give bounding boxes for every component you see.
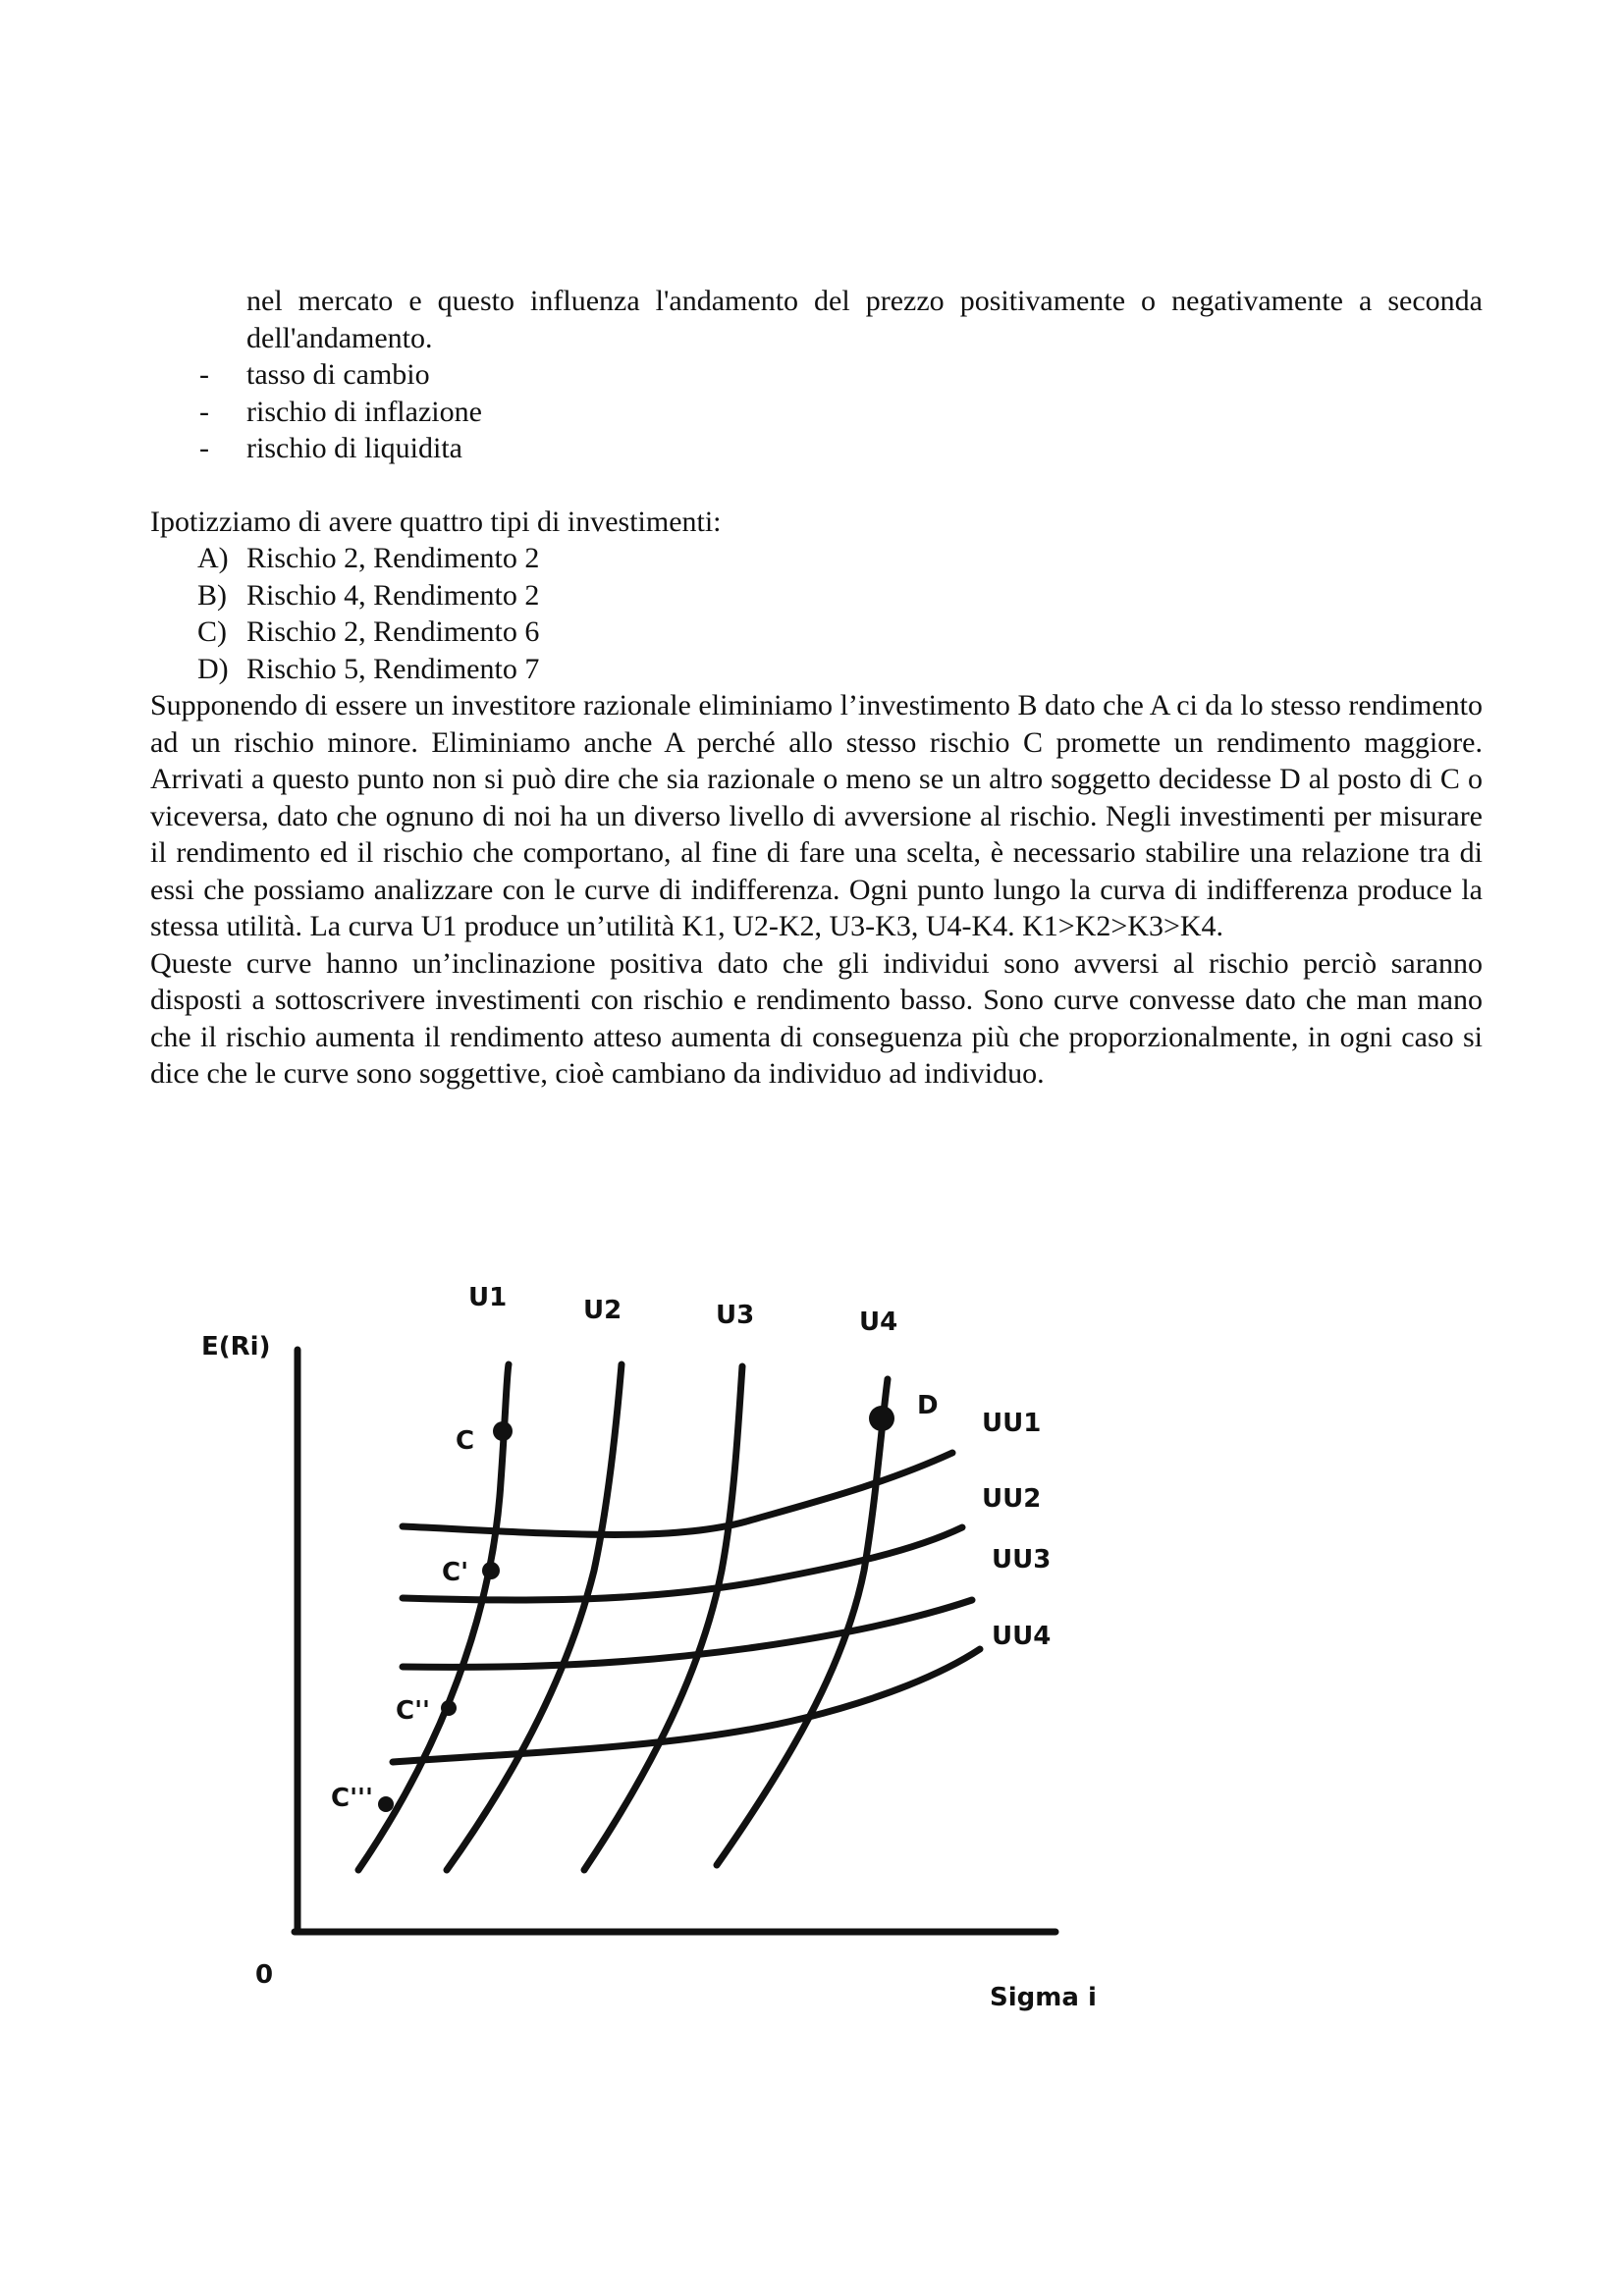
u1-label: U1 <box>468 1283 508 1312</box>
origin-label: 0 <box>255 1960 274 1990</box>
list-letter: C) <box>197 615 227 648</box>
point-c-double-prime-label: C'' <box>396 1696 431 1726</box>
list-item-text: Rischio 5, Rendimento 7 <box>246 652 540 685</box>
list-bullet: - <box>199 358 209 391</box>
point-c-prime <box>482 1562 500 1579</box>
continuation-paragraph: nel mercato e questo influenza l'andamento del prezzo positivamente o negativamente a seconda dell'andamento. <box>246 285 1483 354</box>
uu4-label: UU4 <box>992 1622 1052 1651</box>
paragraph-rational-investor: Supponendo di essere un investitore razionale eliminiamo l’investimento B dato che A ci da lo stesso rendimento ad un rischio minore. Eliminiamo anche A perché allo stesso rischio C promette un rendimento maggiore. Arrivati a questo punto non si può dire che sia razionale o meno se un altro soggetto decidesse D al posto di C o viceversa, dato che ognuno di noi ha un diverso livello di avversione al rischio. Negli investimenti per misurare il rendimento ed il rischio che comportano, al fine di fare una scelta, è necessario stabilire una relazione tra di essi che possiamo analizzare con le curve di indifferenza. Ogni punto lungo la curva di indifferenza produce la stessa utilità. La curva U1 produce un’utilità K1, U2-K2, U3-K3, U4-K4. K1>K2>K3>K4. <box>150 689 1483 942</box>
point-c-triple-prime <box>378 1796 394 1812</box>
paragraph-curves: Queste curve hanno un’inclinazione positiva dato che gli individui sono avversi al rischio perciò saranno disposti a sottoscrivere investimenti con rischio e rendimento basso. Sono curve convesse dato che man mano che il rischio aumenta il rendimento atteso aumenta di conseguenza più che proporzionalmente, in ogni caso si dice che le curve sono soggettive, cioè cambiano da individuo ad individuo. <box>150 946 1483 1090</box>
u3-curve <box>584 1366 742 1870</box>
u3-label: U3 <box>716 1301 755 1330</box>
y-axis-label: E(Ri) <box>201 1332 271 1362</box>
list-item-text: rischio di inflazione <box>246 395 482 428</box>
list-bullet: - <box>199 395 209 428</box>
investment-list <box>150 540 1483 687</box>
list-item-text: Rischio 2, Rendimento 6 <box>246 615 540 648</box>
point-c-triple-prime-label: C''' <box>331 1784 373 1813</box>
uu2-label: UU2 <box>982 1484 1042 1514</box>
list-item <box>150 614 1483 651</box>
indifference-curves-figure <box>0 1256 1623 2042</box>
uu3-label: UU3 <box>992 1545 1052 1575</box>
list-bullet: - <box>199 432 209 464</box>
list-letter: B) <box>197 578 227 612</box>
point-c <box>493 1421 513 1441</box>
list-item-text: rischio di liquidita <box>246 432 462 464</box>
u1-curve <box>358 1364 509 1870</box>
body-text <box>150 283 1483 1093</box>
list-item-text: Rischio 2, Rendimento 2 <box>246 542 540 574</box>
list-item <box>150 356 1483 394</box>
list-item <box>150 394 1483 431</box>
x-axis-label: Sigma i <box>990 1983 1097 2012</box>
risk-list <box>150 356 1483 467</box>
list-letter: D) <box>197 652 229 685</box>
point-c-double-prime <box>441 1700 457 1716</box>
point-d <box>869 1406 894 1431</box>
u4-curve <box>717 1379 888 1865</box>
point-c-label: C <box>456 1426 475 1456</box>
u2-label: U2 <box>583 1296 622 1325</box>
list-item <box>150 577 1483 614</box>
uu3-curve <box>403 1600 972 1667</box>
indifference-curves-diagram <box>0 1256 1623 2042</box>
list-item <box>150 430 1483 467</box>
uu1-label: UU1 <box>982 1409 1042 1438</box>
list-item-text: Rischio 4, Rendimento 2 <box>246 578 540 612</box>
intro-line: Ipotizziamo di avere quattro tipi di investimenti: <box>150 505 722 538</box>
list-item <box>150 651 1483 688</box>
list-letter: A) <box>197 542 229 574</box>
point-d-label: D <box>917 1391 939 1420</box>
list-item-text: tasso di cambio <box>246 358 430 391</box>
point-c-prime-label: C' <box>442 1558 469 1587</box>
list-item <box>150 540 1483 577</box>
u4-label: U4 <box>859 1308 898 1337</box>
